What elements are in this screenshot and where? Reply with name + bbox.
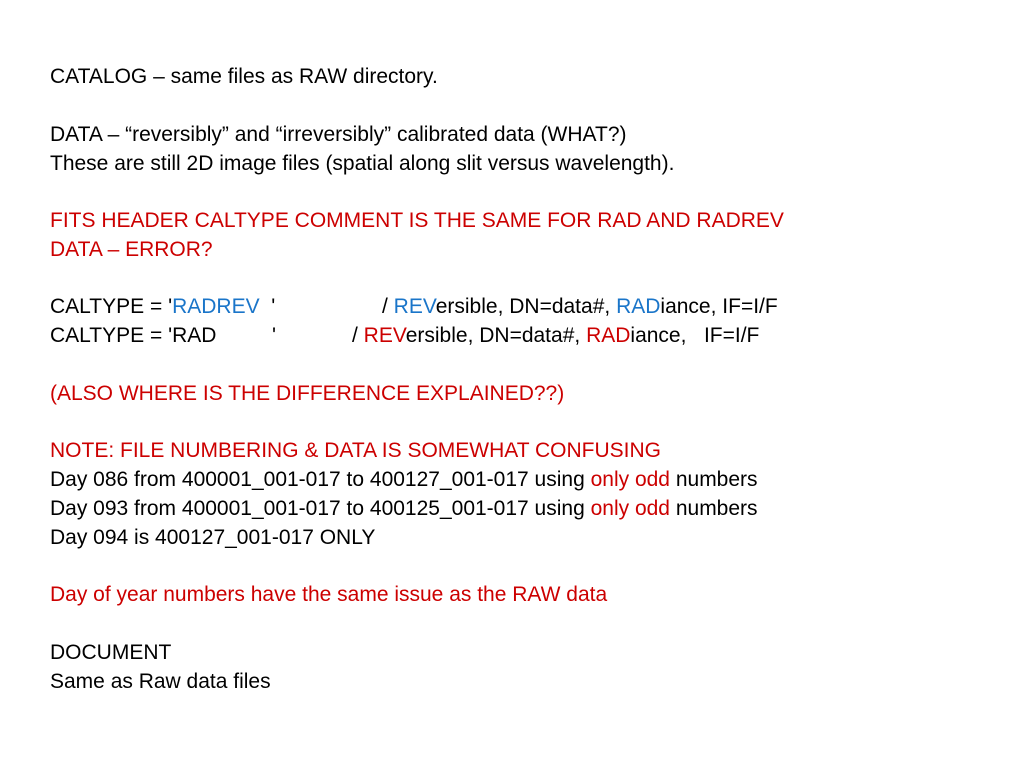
- fits-header-line-1: FITS HEADER CALTYPE COMMENT IS THE SAME FOR RAD AND RADREV: [50, 209, 784, 232]
- comment-rev: REV: [393, 295, 436, 318]
- catalog-line: CATALOG – same files as RAW directory.: [50, 65, 438, 88]
- fits-header-line-2: DATA – ERROR?: [50, 238, 213, 261]
- note-heading: NOTE: FILE NUMBERING & DATA IS SOMEWHAT CONFUSING: [50, 439, 661, 462]
- comment-rev-rest: ersible, DN=data#,: [405, 324, 587, 347]
- comment-rad-rest: iance, IF=I/F: [660, 295, 778, 318]
- caltype-value-radrev: RADREV: [172, 295, 260, 318]
- day093-highlight: only odd: [590, 497, 670, 520]
- comment-rad-rest: iance, IF=I/F: [630, 324, 760, 347]
- comment-slash: /: [382, 295, 394, 318]
- caltype-line-rad: [50, 325, 216, 346]
- caltype-comment-radrev: [382, 296, 778, 317]
- data-line-2: These are still 2D image files (spatial along slit versus wavelength).: [50, 152, 675, 175]
- day093-pre: Day 093 from 400001_001-017 to 400125_001-017 using: [50, 497, 591, 520]
- document-text: Same as Raw data files: [50, 670, 271, 693]
- day086-post: numbers: [670, 468, 758, 491]
- also-where-line: (ALSO WHERE IS THE DIFFERENCE EXPLAINED??): [50, 382, 565, 405]
- caltype-suffix-rad: ': [272, 324, 277, 347]
- document-heading: DOCUMENT: [50, 641, 172, 664]
- caltype-prefix: CALTYPE = 'RAD: [50, 324, 217, 347]
- comment-rev-rest: ersible, DN=data#,: [435, 295, 617, 318]
- note-day086: [50, 469, 758, 490]
- caltype-suffix: ': [259, 295, 276, 318]
- day086-highlight: only odd: [590, 468, 670, 491]
- caltype-comment-rad: [352, 325, 759, 346]
- day086-pre: Day 086 from 400001_001-017 to 400127_001-017 using: [50, 468, 591, 491]
- caltype-line-radrev: [50, 296, 275, 317]
- comment-rad: RAD: [616, 295, 661, 318]
- note-day093: [50, 498, 758, 519]
- comment-slash: /: [352, 324, 364, 347]
- note-day094: Day 094 is 400127_001-017 ONLY: [50, 526, 376, 549]
- data-line-1: DATA – “reversibly” and “irreversibly” calibrated data (WHAT?): [50, 123, 627, 146]
- day093-post: numbers: [670, 497, 758, 520]
- comment-rad: RAD: [586, 324, 631, 347]
- comment-rev: REV: [363, 324, 406, 347]
- day-of-year-line: Day of year numbers have the same issue as the RAW data: [50, 583, 608, 606]
- caltype-prefix: CALTYPE = ': [50, 295, 173, 318]
